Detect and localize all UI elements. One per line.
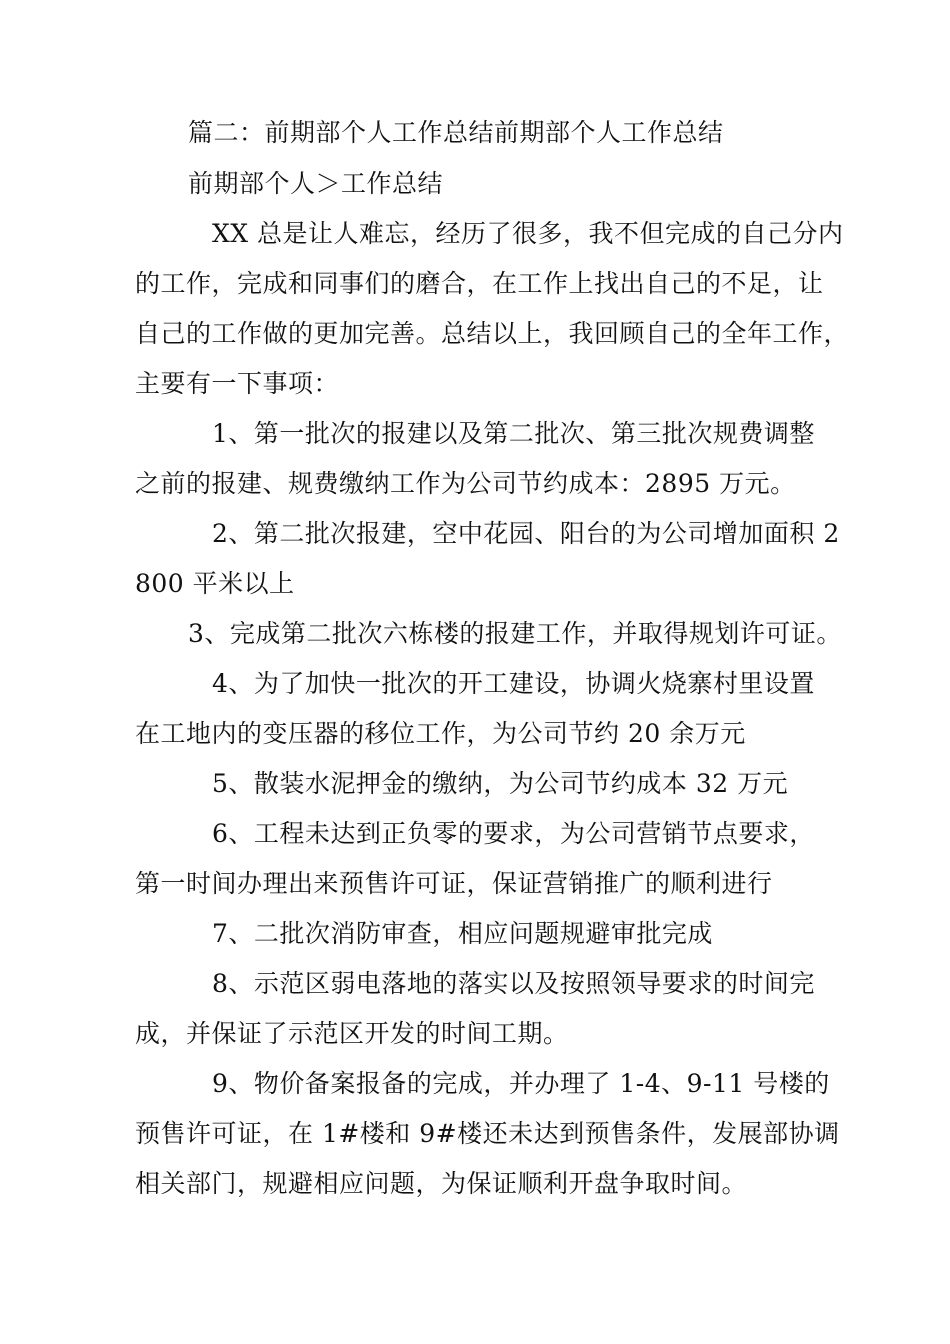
- item-4-line-1: 4、为了加快一批次的开工建设，协调火烧寨村里设置: [212, 669, 815, 698]
- intro-line: 自己的工作做的更加完善。总结以上，我回顾自己的全年工作，: [135, 319, 850, 348]
- item-9-line-2: 预售许可证，在 1#楼和 9#楼还未达到预售条件，发展部协调: [135, 1119, 840, 1148]
- item-2-line-1: 2、第二批次报建，空中花园、阳台的为公司增加面积 2: [212, 519, 840, 548]
- item-8-line-2: 成，并保证了示范区开发的时间工期。: [135, 1019, 569, 1048]
- item-6-line-2: 第一时间办理出来预售许可证，保证营销推广的顺利进行: [135, 869, 773, 898]
- item-3-line-1: 3、完成第二批次六栋楼的报建工作，并取得规划许可证。: [188, 619, 842, 648]
- item-6-line-1: 6、工程未达到正负零的要求，为公司营销节点要求，: [212, 819, 815, 848]
- item-9-line-1: 9、物价备案报备的完成，并办理了 1-4、9-11 号楼的: [212, 1069, 830, 1098]
- item-2-line-2: 800 平米以上: [135, 569, 295, 598]
- item-1-line-1: 1、第一批次的报建以及第二批次、第三批次规费调整: [212, 419, 815, 448]
- intro-line: XX 总是让人难忘，经历了很多，我不但完成的自己分内: [212, 219, 844, 248]
- document-title: 篇二：前期部个人工作总结前期部个人工作总结: [188, 118, 724, 147]
- item-5-line-1: 5、散装水泥押金的缴纳，为公司节约成本 32 万元: [212, 769, 789, 798]
- item-4-line-2: 在工地内的变压器的移位工作，为公司节约 20 余万元: [135, 719, 746, 748]
- intro-line: 主要有一下事项：: [135, 369, 340, 398]
- item-8-line-1: 8、示范区弱电落地的落实以及按照领导要求的时间完: [212, 969, 815, 998]
- intro-line: 的工作，完成和同事们的磨合，在工作上找出自己的不足，让: [135, 269, 824, 298]
- item-7-line-1: 7、二批次消防审查，相应问题规避审批完成: [212, 919, 713, 948]
- item-1-line-2: 之前的报建、规费缴纳工作为公司节约成本：2895 万元。: [135, 469, 796, 498]
- item-9-line-3: 相关部门，规避相应问题，为保证顺利开盘争取时间。: [135, 1169, 748, 1198]
- document-subtitle: 前期部个人＞工作总结: [188, 169, 444, 198]
